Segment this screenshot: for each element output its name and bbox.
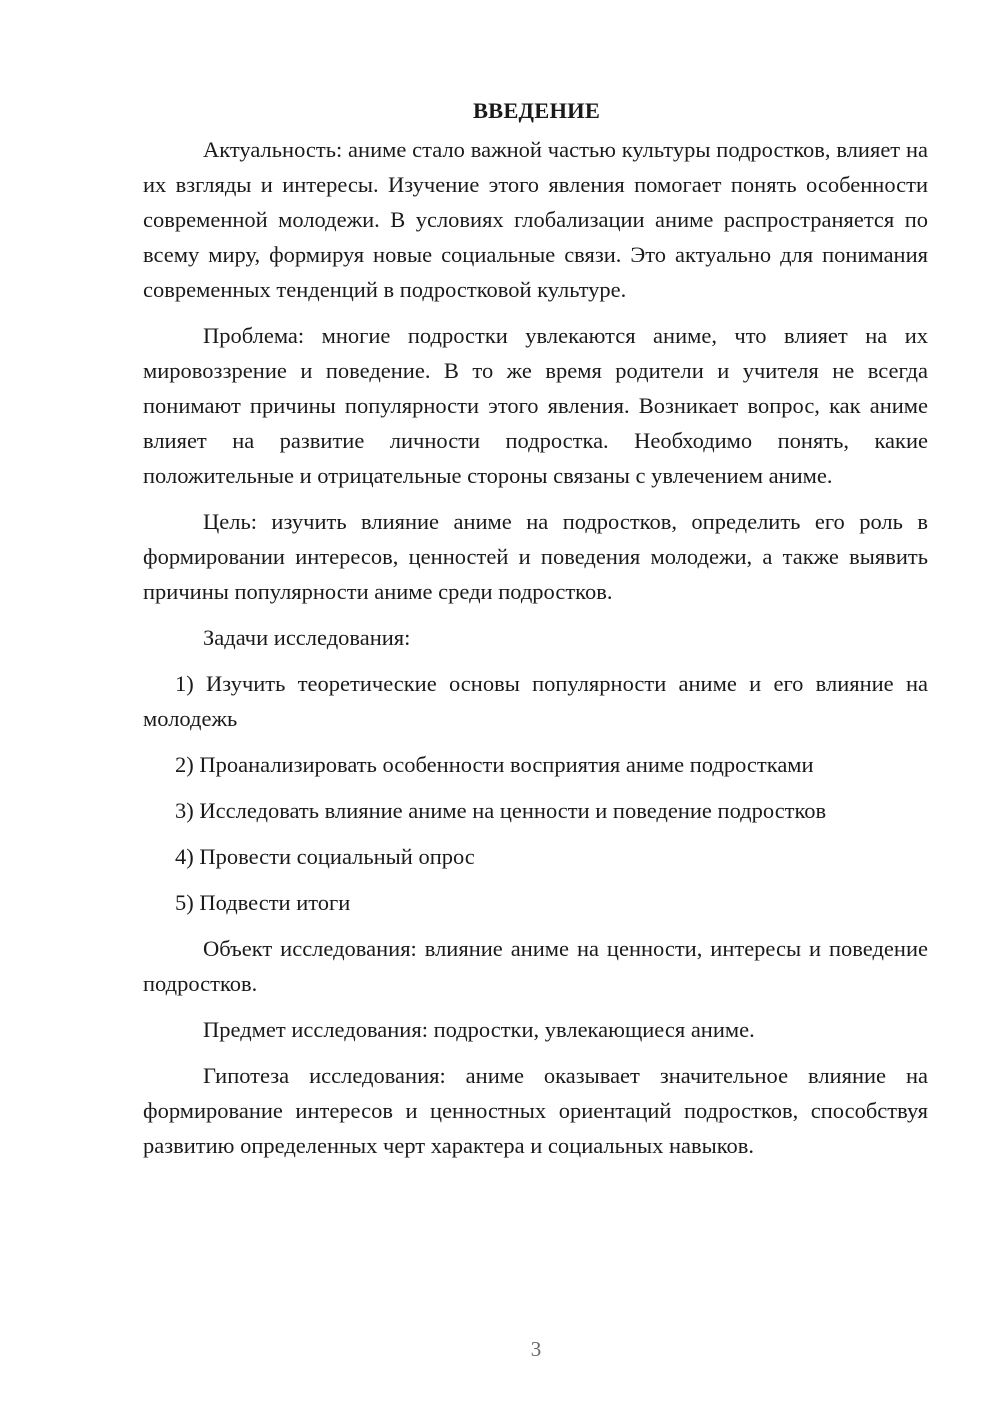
tasks-heading: Задачи исследования: bbox=[203, 625, 411, 650]
goal-paragraph: Цель: изучить влияние аниме на подростков, определить его роль в формировании интересов, ценностей и поведения молодежи, а также выявить причины популярности аниме среди подростков. bbox=[143, 509, 928, 604]
page-content bbox=[143, 93, 928, 1174]
relevance-paragraph: Актуальность: аниме стало важной частью культуры подростков, влияет на их взгляды и интересы. Изучение этого явления помогает понять особенности современной молодежи. В условиях глобализации аниме распространяется по всему миру, формируя новые социальные связи. Это актуально для понимания современных тенденций в подростковой культуре. bbox=[143, 137, 928, 302]
task-list bbox=[143, 666, 928, 920]
task-item-1: 1) Изучить теоретические основы популярности аниме и его влияние на молодежь bbox=[143, 671, 928, 731]
section-title: ВВЕДЕНИЕ bbox=[472, 98, 601, 123]
subject-paragraph: Предмет исследования: подростки, увлекающиеся аниме. bbox=[203, 1017, 755, 1042]
problem-paragraph: Проблема: многие подростки увлекаются аниме, что влияет на их мировоззрение и поведение. В то же время родители и учителя не всегда понимают причины популярности этого явления. Возникает вопрос, как аниме влияет на развитие личности подростка. Необходимо понять, какие положительные и отрицательные стороны связаны с увлечением аниме. bbox=[143, 323, 928, 488]
task-item-4: 4) Провести социальный опрос bbox=[175, 844, 475, 869]
page-number: 3 bbox=[530, 1337, 542, 1361]
hypothesis-paragraph: Гипотеза исследования: аниме оказывает значительное влияние на формирование интересов и ценностных ориентаций подростков, способствуя развитию определенных черт характера и социальных навыков. bbox=[143, 1063, 928, 1158]
object-paragraph: Объект исследования: влияние аниме на ценности, интересы и поведение подростков. bbox=[143, 936, 928, 996]
task-item-2: 2) Проанализировать особенности восприятия аниме подростками bbox=[175, 752, 814, 777]
task-item-3: 3) Исследовать влияние аниме на ценности и поведение подростков bbox=[175, 798, 827, 823]
task-item-5: 5) Подвести итоги bbox=[175, 890, 351, 915]
